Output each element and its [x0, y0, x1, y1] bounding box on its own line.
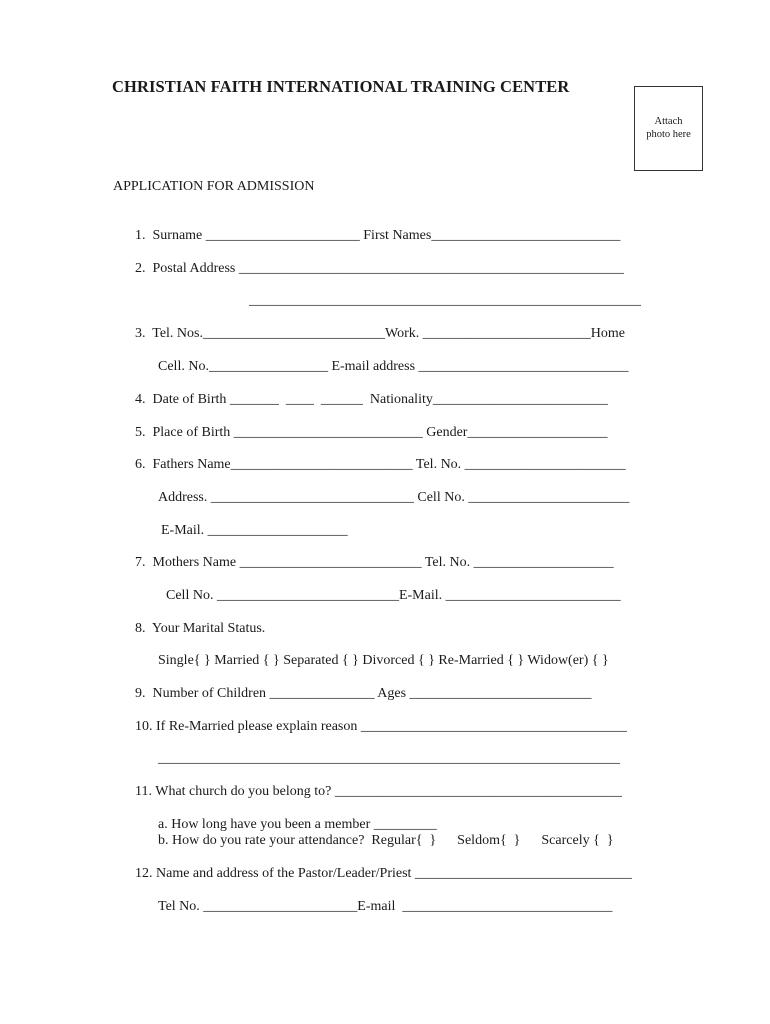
field-father-address-cell[interactable]: Address. _____________________________ Cell No. _______________________: [158, 490, 630, 505]
field-mother-cell-email[interactable]: Cell No. __________________________E-Mail. _________________________: [166, 588, 621, 603]
photo-box: [634, 86, 703, 171]
field-dob-nationality[interactable]: 4. Date of Birth _______ ____ ______ Nationality_________________________: [135, 392, 608, 407]
page-title: CHRISTIAN FAITH INTERNATIONAL TRAINING CENTER: [112, 77, 570, 96]
field-place-of-birth-gender[interactable]: 5. Place of Birth ___________________________ Gender____________________: [135, 425, 608, 440]
field-pastor-name-address[interactable]: 12. Name and address of the Pastor/Leader/Priest _______________________________: [135, 866, 632, 881]
field-pastor-tel-email[interactable]: Tel No. ______________________E-mail ______________________________: [158, 899, 613, 914]
field-attendance-rating[interactable]: b. How do you rate your attendance? Regular{ } Seldom{ } Scarcely { }: [158, 833, 614, 848]
field-surname-firstnames[interactable]: 1. Surname ______________________ First Names___________________________: [135, 228, 621, 243]
form-subtitle: APPLICATION FOR ADMISSION: [113, 179, 315, 194]
marital-status-options[interactable]: Single{ } Married { } Separated { } Divorced { } Re-Married { } Widow(er) { }: [158, 653, 609, 668]
field-mothers-name-tel[interactable]: 7. Mothers Name __________________________ Tel. No. ____________________: [135, 555, 614, 570]
field-children-ages[interactable]: 9. Number of Children _______________ Ages __________________________: [135, 686, 592, 701]
field-remarried-reason[interactable]: 10. If Re-Married please explain reason ______________________________________: [135, 719, 627, 734]
field-cell-email[interactable]: Cell. No._________________ E-mail address ______________________________: [158, 359, 629, 374]
marital-status-label: 8. Your Marital Status.: [135, 621, 266, 636]
field-postal-address[interactable]: 2. Postal Address _______________________________________________________: [135, 261, 624, 276]
field-membership-length[interactable]: a. How long have you been a member _________: [158, 817, 437, 832]
field-church[interactable]: 11. What church do you belong to? _________________________________________: [135, 784, 622, 799]
field-tel-nos[interactable]: 3. Tel. Nos.__________________________Work. ________________________Home: [135, 326, 625, 341]
photo-box-line1: Attach: [654, 116, 683, 127]
field-father-email[interactable]: E-Mail. ____________________: [161, 523, 348, 538]
field-fathers-name-tel[interactable]: 6. Fathers Name__________________________ Tel. No. _______________________: [135, 457, 626, 472]
field-postal-address-line2[interactable]: ________________________________________________________: [249, 293, 641, 308]
field-remarried-reason-line2[interactable]: __________________________________________________________________: [158, 751, 620, 766]
photo-box-line2: photo here: [646, 129, 691, 140]
